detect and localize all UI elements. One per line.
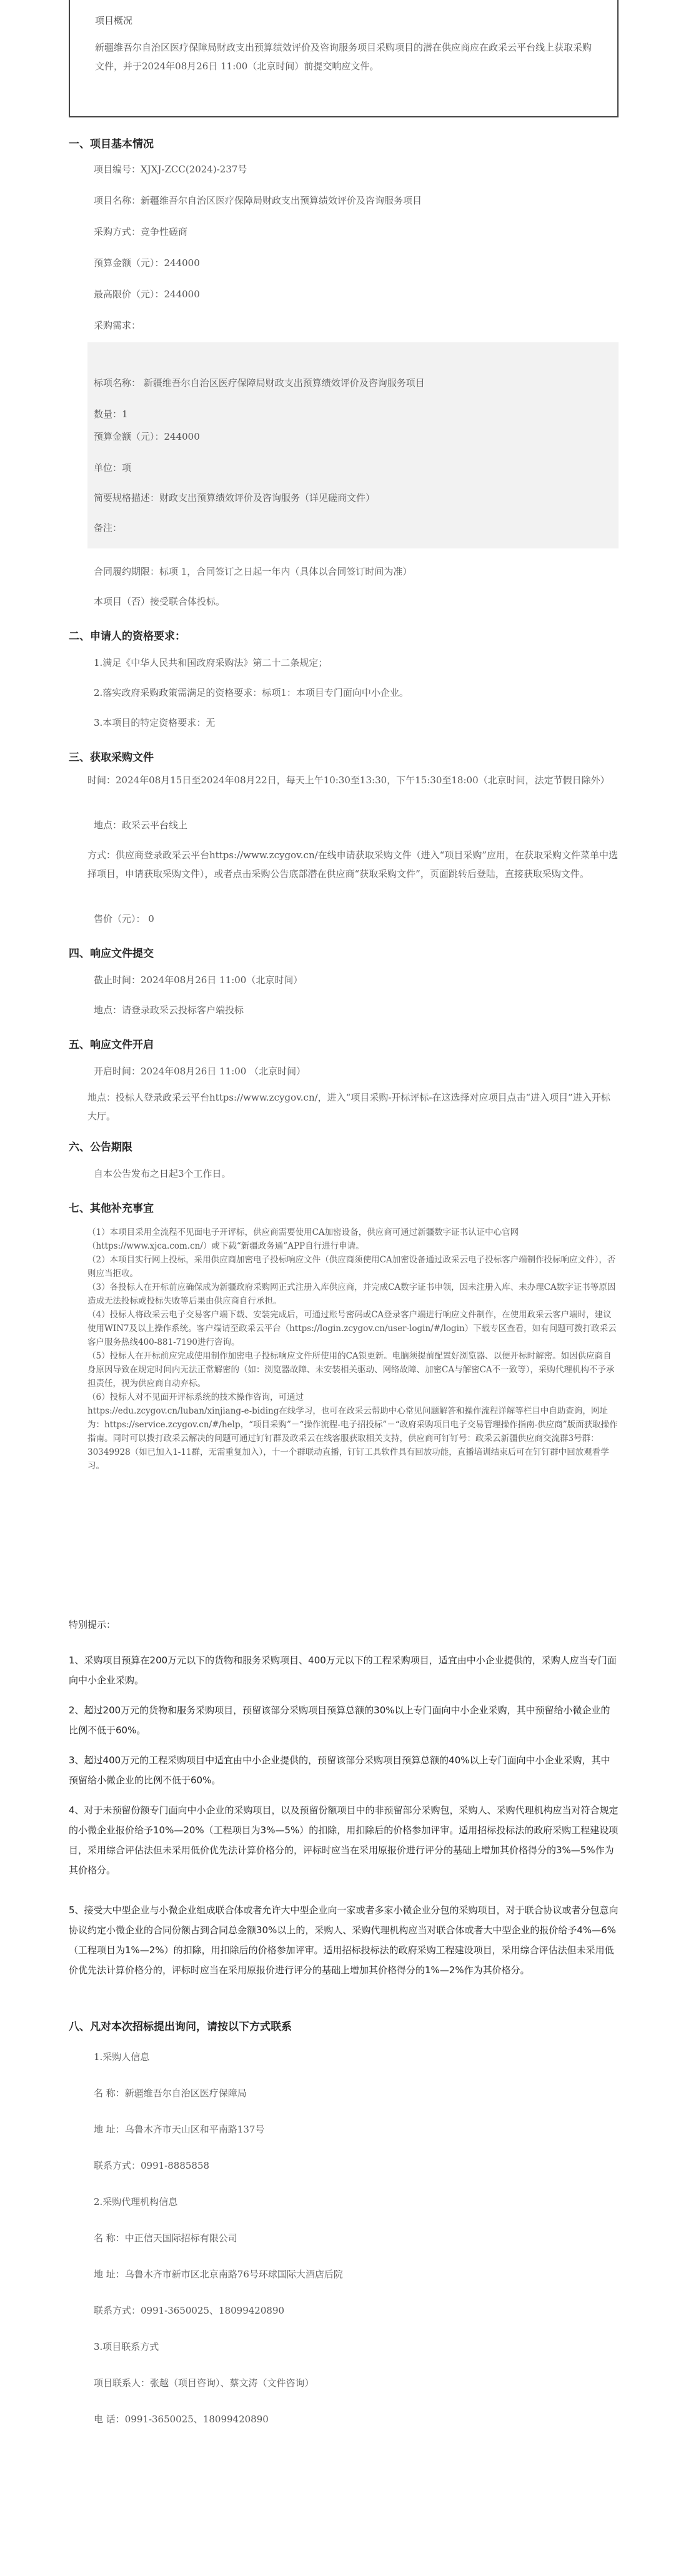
notice-period: 自本公告发布之日起3个工作日。 — [94, 1168, 231, 1179]
qualification-2: 2.落实政府采购政策需满足的资格要求：标项1：本项目专门面向中小企业。 — [94, 687, 409, 698]
tip-5: 5、接受大中型企业与小微企业组成联合体或者允许大中型企业向一家或者多家小微企业分包的采购项目，对于联合协议或者分包意向协议约定小微企业的合同份额占到合同总金额30%以上的，采购人、采购代理机构应当对联合体或者大中型企业的报价给予4%—6%（工程项目为1%—2%）的扣除，用扣除后的价格参加评审。适用招标投标法的政府采购工程建设项目，采用综合评估法但未采用低价优先法计算价格分的，评标时应当在采用原报价进行评分的基础上增加其价格得分的1%—2%作为其价格分。 — [69, 1905, 619, 1976]
overview-title: 项目概况 — [95, 15, 133, 26]
document-price: 售价（元）： 0 — [94, 913, 154, 924]
procurement-method: 采购方式：竞争性磋商 — [94, 226, 188, 237]
opening-time: 开启时间：2024年08月26日 11:00 （北京时间） — [94, 1066, 306, 1077]
agency-address: 地 址：乌鲁木齐市新市区北京南路76号环球国际大酒店后院 — [94, 2269, 343, 2280]
project-number: 项目编号：XJXJ-ZCC(2024)-237号 — [94, 164, 247, 175]
lot-brief: 简要规格描述：财政支出预算绩效评价及咨询服务（详见磋商文件） — [94, 492, 375, 503]
other-item-6-detail: https://edu.zcygov.cn/luban/xinjiang-e-biding在线学习，也可在政采云帮助中心常见问题解答和操作流程详解等栏目中自助查询，网址为：https://service.zcygov.cn/#/help，“项目采购”－“操作流程-电子招投标”－“政府采购项目电子交易管理操作指南-供应商”版面获取操作指南。同时可以拨打政采云解决的问题可通过钉钉群及政采云在线客服获取相关支持，供应商可钉钉号：政采云新疆供应商交流群3号群：30349928（如已加入1-11群，无需重复加入），十一个群联动直播，钉钉工具软件具有回放功能，直播培训结束后可在钉钉群中回放观看学习。 — [87, 1406, 618, 1471]
agency-title: 2.采购代理机构信息 — [94, 2196, 178, 2207]
other-matters — [87, 1226, 619, 1473]
contract-period: 合同履约期限：标项 1，合同签订之日起一年内（具体以合同签订时间为准） — [94, 566, 412, 577]
contact-phone: 电 话：0991-3650025、18099420890 — [94, 2414, 269, 2425]
other-item-3: （3）各投标人在开标前应确保成为新疆政府采购网正式注册入库供应商，并完成CA数字证书申领，因未注册入库、未办理CA数字证书等原因造成无法投标或投标失败等后果由供应商自行承担。 — [87, 1282, 616, 1306]
requirement-panel — [87, 342, 619, 548]
section-1-heading: 一、项目基本情况 — [69, 138, 154, 151]
qualification-3: 3.本项目的特定资格要求：无 — [94, 717, 216, 728]
section-7-heading: 七、其他补充事宜 — [69, 1202, 154, 1215]
document-method: 方式：供应商登录政采云平台https://www.zcygov.cn/在线申请获取采购文件（进入“项目采购”应用，在获取采购文件菜单中选择项目，申请获取采购文件），或者点击采购公告底部潜在供应商“获取采购文件”，页面跳转后登陆，直接获取采购文件。 — [87, 850, 619, 879]
contact-title: 3.项目联系方式 — [94, 2341, 159, 2352]
document-time: 时间：2024年08月15日至2024年08月22日，每天上午10:30至13:30，下午15:30至18:00（北京时间，法定节假日除外） — [87, 775, 610, 786]
section-3-heading: 三、获取采购文件 — [69, 751, 154, 764]
opening-place: 地点：投标人登录政采云平台https://www.zcygov.cn/，进入“项目采购-开标评标-在这选择对应项目点击“进入项目”进入开标大厅。 — [87, 1092, 610, 1122]
other-item-5: （5）投标人在开标前应完成使用制作加密电子投标响应文件所使用的CA锁更新。电脑须提前配置好浏览器、以便开标时解密。如因供应商自身原因导致在规定时间内无法正常解密的（如：浏览器故障、未安装相关驱动、网络故障、加密CA与解密CA不一致等），采购代理机构不予承担责任，视为供应商自动弃标。 — [87, 1351, 615, 1389]
other-item-1: （1）本项目采用全流程不见面电子开评标，供应商需要使用CA加密设备，供应商可通过新疆数字证书认证中心官网（https://www.xjca.com.cn/）或下载“新疆政务通”APP自行进行申请。 — [87, 1227, 519, 1251]
lot-budget: 预算金额（元）：244000 — [94, 431, 200, 442]
tip-2: 2、超过200万元的货物和服务采购项目，预留该部分采购项目预算总额的30%以上专门面向中小企业采购，其中预留给小微企业的比例不低于60%。 — [69, 1705, 610, 1736]
lot-quantity: 数量：1 — [94, 409, 128, 420]
section-4-heading: 四、响应文件提交 — [69, 948, 154, 960]
submission-deadline: 截止时间：2024年08月26日 11:00（北京时间） — [94, 974, 303, 986]
qualification-1: 1.满足《中华人民共和国政府采购法》第二十二条规定； — [94, 657, 328, 668]
lot-unit: 单位：项 — [94, 462, 132, 473]
agency-phone: 联系方式：0991-3650025、18099420890 — [94, 2305, 285, 2316]
budget-amount: 预算金额（元）：244000 — [94, 257, 200, 269]
lot-remark: 备注： — [94, 522, 122, 533]
tip-4: 4、对于未预留份额专门面向中小企业的采购项目，以及预留份额项目中的非预留部分采购包，采购人、采购代理机构应当对符合规定的小微企业报价给予10%—20%（工程项目为3%—5%）的扣除，用扣除后的价格参加评审。适用招标投标法的政府采购工程建设项目，采用综合评估法但未采用低价优先法计算价格分的，评标时应当在采用原报价进行评分的基础上增加其价格得分的3%—5%作为其价格分。 — [69, 1805, 619, 1876]
purchaser-name: 名 称：新疆维吾尔自治区医疗保障局 — [94, 2088, 247, 2099]
section-6-heading: 六、公告期限 — [69, 1141, 132, 1154]
section-2-heading: 二、申请人的资格要求： — [69, 630, 186, 643]
purchaser-address: 地 址：乌鲁木齐市天山区和平南路137号 — [94, 2124, 265, 2135]
other-item-2: （2）本项目实行网上投标，采用供应商加密电子投标响应文件（供应商须使用CA加密设备通过政采云电子投标客户端制作投标响应文件），否则应当拒收。 — [87, 1255, 616, 1279]
tip-3: 3、超过400万元的工程采购项目中适宜由中小企业提供的，预留该部分采购项目预算总额的40%以上专门面向中小企业采购，其中预留给小微企业的比例不低于60%。 — [69, 1755, 610, 1786]
section-5-heading: 五、响应文件开启 — [69, 1039, 154, 1051]
other-item-6: （6）投标人对不见面开评标系统的技术操作咨询，可通过 — [87, 1392, 304, 1402]
lot-name: 标项名称： 新疆维吾尔自治区医疗保障局财政支出预算绩效评价及咨询服务项目 — [94, 377, 425, 389]
requirement-label: 采购需求： — [94, 320, 141, 331]
document-place: 地点：政采云平台线上 — [94, 820, 188, 831]
purchaser-title: 1.采购人信息 — [94, 2051, 150, 2063]
other-item-4: （4）投标人将政采云电子交易客户端下载、安装完成后，可通过账号密码或CA登录客户端进行响应文件制作，在使用政采云客户端时，建议使用WIN7及以上操作系统。客户端请至政采云平台（https://login.zcygov.cn/user-login/#/login）下载专区查看，如有问题可拨打政采云客户服务热线400-881-7190进行咨询。 — [87, 1310, 617, 1347]
tip-1: 1、采购项目预算在200万元以下的货物和服务采购项目、400万元以下的工程采购项目，适宜由中小企业提供的，采购人应当专门面向中小企业采购。 — [69, 1655, 617, 1686]
purchaser-phone: 联系方式：0991-8885858 — [94, 2160, 210, 2171]
agency-name: 名 称：中正信天国际招标有限公司 — [94, 2232, 237, 2244]
project-name: 项目名称：新疆维吾尔自治区医疗保障局财政支出预算绩效评价及咨询服务项目 — [94, 195, 422, 206]
submission-place: 地点：请登录政采云投标客户端投标 — [94, 1004, 244, 1016]
special-tips-title: 特别提示： — [69, 1619, 116, 1630]
overview-text: 新疆维吾尔自治区医疗保障局财政支出预算绩效评价及咨询服务项目采购项目的潜在供应商应在政采云平台线上获取采购文件，并于2024年08月26日 11:00（北京时间）前提交响应文件。 — [95, 42, 592, 72]
contact-person: 项目联系人：张越（项目咨询）、蔡文涛（文件咨询） — [94, 2377, 314, 2389]
overview-box — [69, 0, 619, 117]
max-price: 最高限价（元）：244000 — [94, 289, 200, 300]
section-8-heading: 八、凡对本次招标提出询问，请按以下方式联系 — [69, 2021, 292, 2033]
consortium-note: 本项目（否）接受联合体投标。 — [94, 596, 226, 607]
